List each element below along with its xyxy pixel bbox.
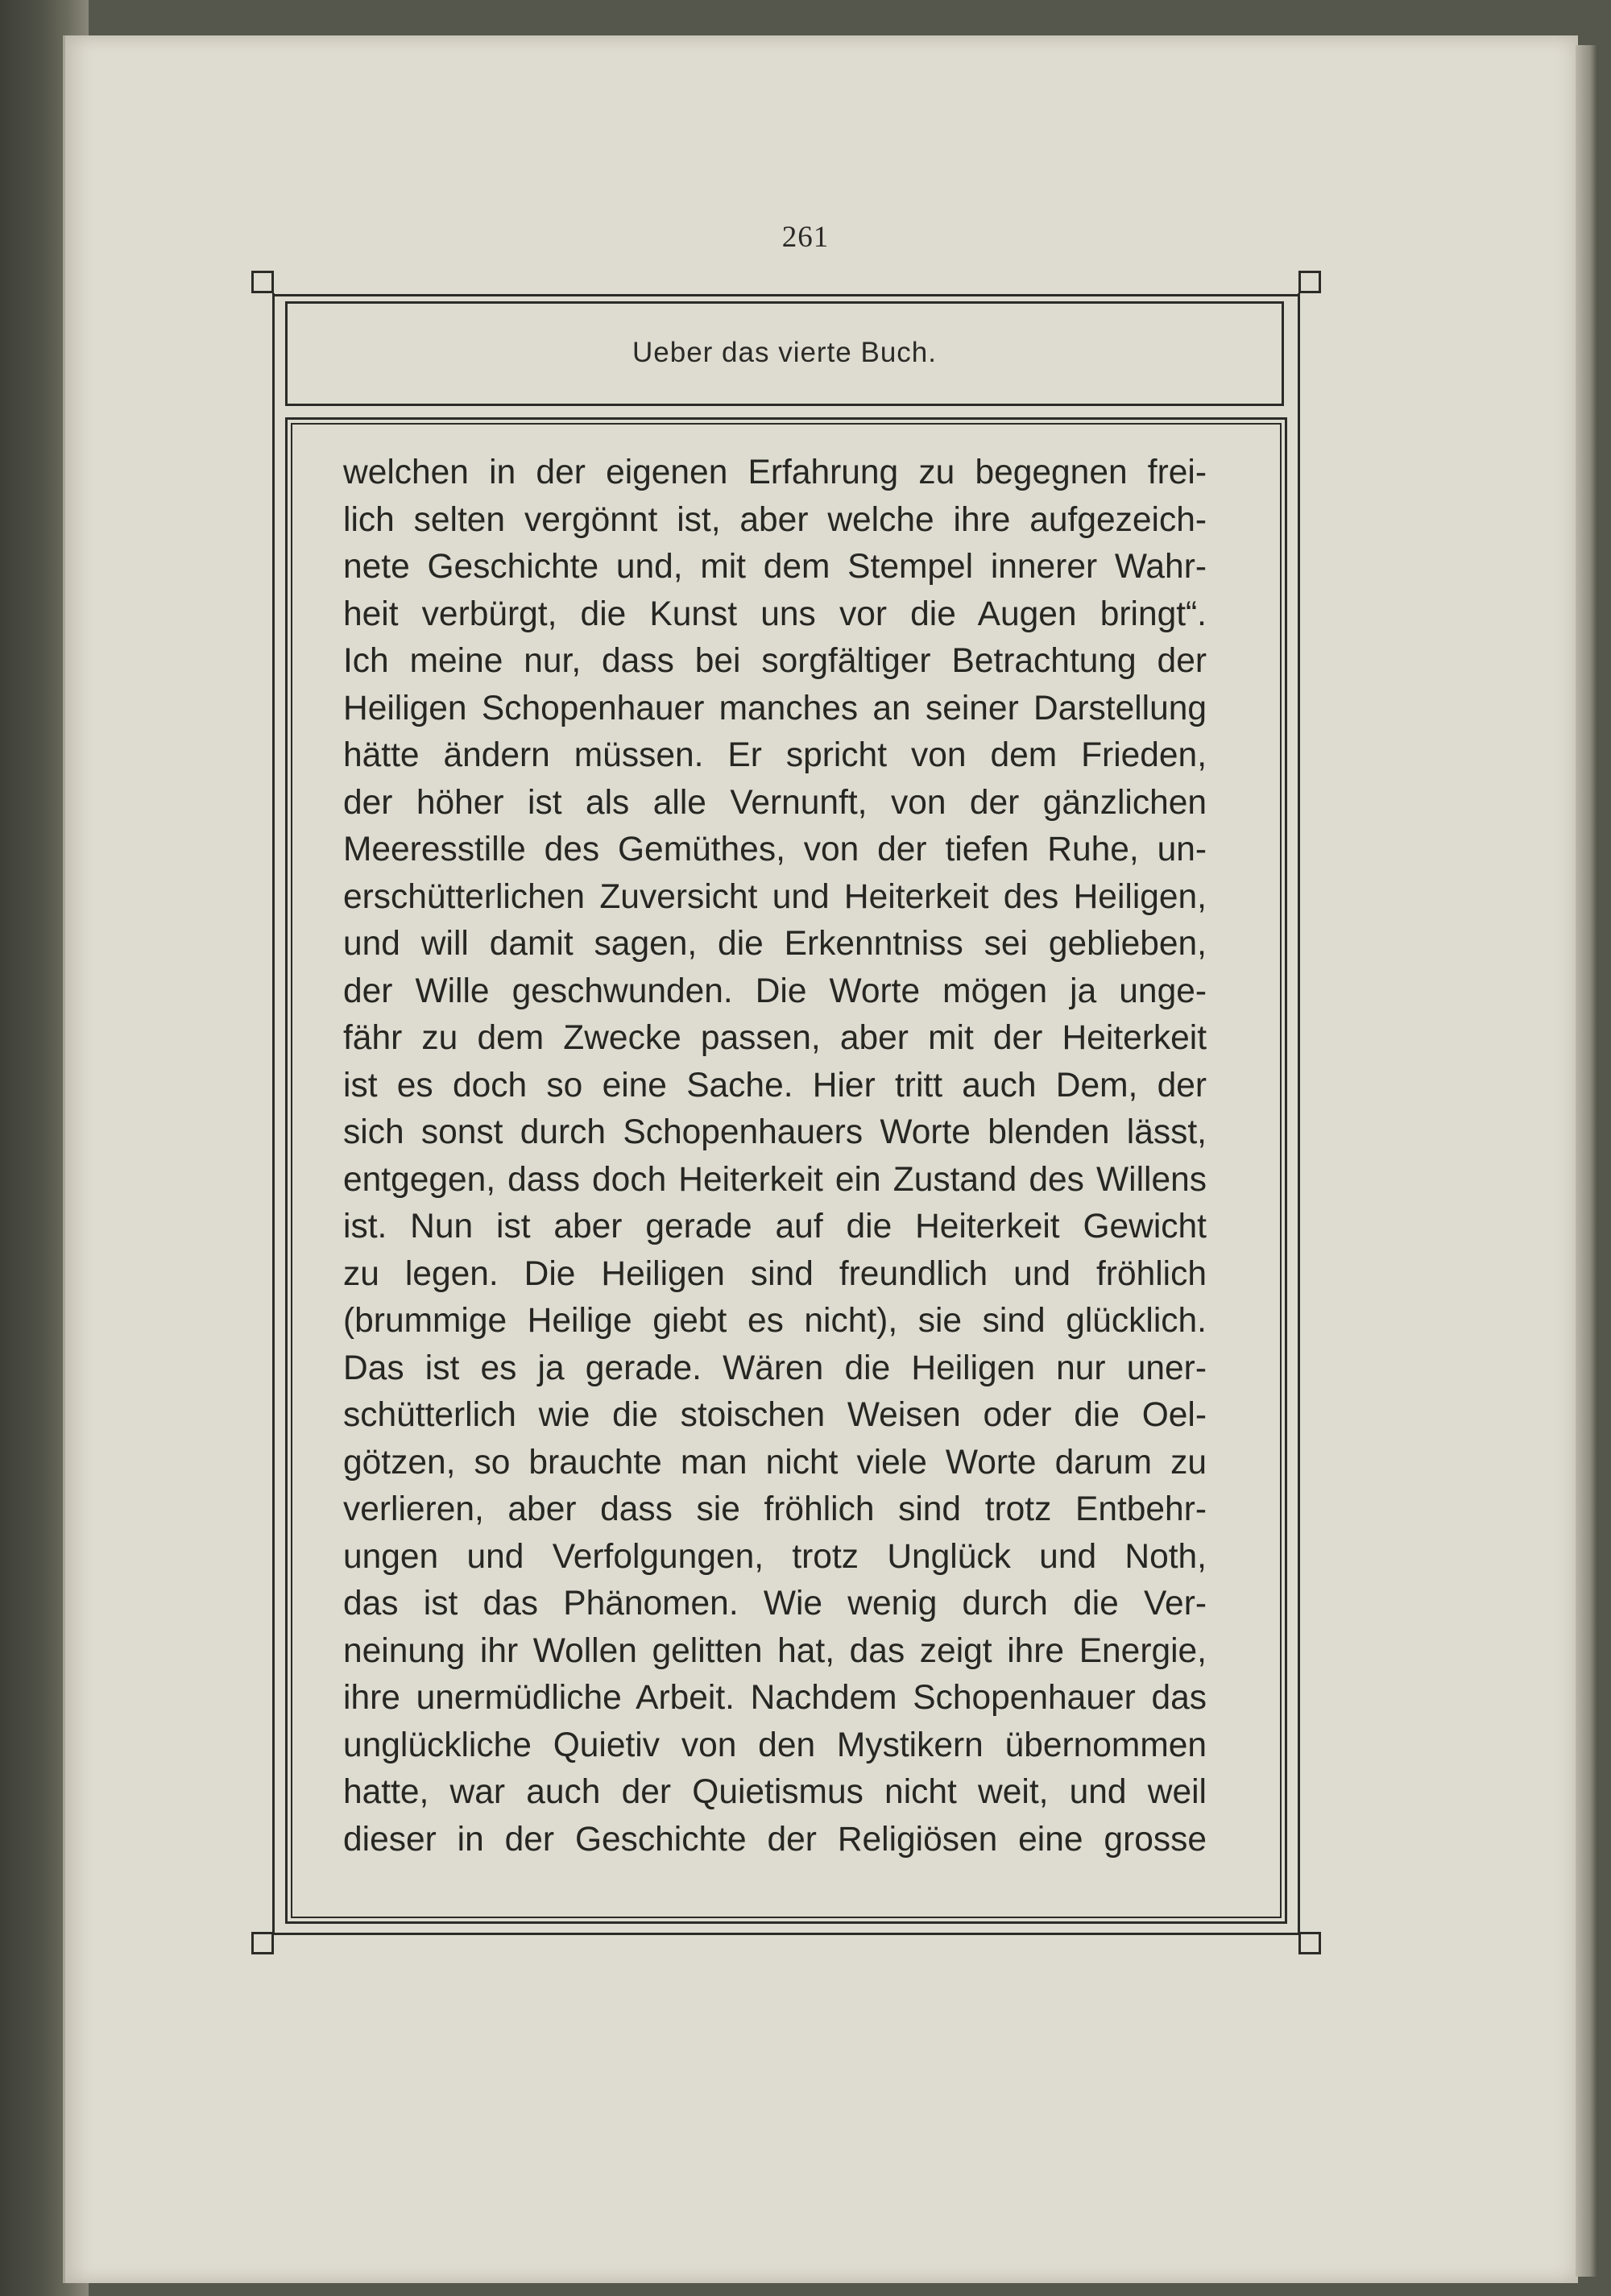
text-line: neinung ihr Wollen gelitten hat, das zeigt ihre Energie, <box>343 1631 1207 1670</box>
page-number: 261 <box>781 221 830 254</box>
text-line: der Wille geschwunden. Die Worte mögen ja unge- <box>343 972 1207 1010</box>
text-line: der höher ist als alle Vernunft, von der gänzlichen <box>343 783 1207 822</box>
body-text <box>343 450 1207 1863</box>
text-line: Heiligen Schopenhauer manches an seiner Darstellung <box>343 689 1207 727</box>
text-line: ist. Nun ist aber gerade auf die Heiterkeit Gewicht <box>343 1208 1207 1245</box>
text-line: entgegen, dass doch Heiterkeit ein Zustand des Willens <box>343 1160 1207 1199</box>
text-line: ist es doch so eine Sache. Hier tritt auch Dem, der <box>343 1066 1207 1104</box>
text-line: lich selten vergönnt ist, aber welche ihre aufgezeich- <box>343 500 1207 539</box>
text-line: zu legen. Die Heiligen sind freundlich und fröhlich <box>343 1254 1207 1293</box>
frame-rule-left <box>272 293 275 1933</box>
text-line: ungen und Verfolgungen, trotz Unglück und Noth, <box>343 1537 1207 1576</box>
text-line: verlieren, aber dass sie fröhlich sind trotz Entbehr- <box>343 1490 1207 1528</box>
frame-corner-bottom-right <box>1298 1932 1321 1954</box>
text-line: fähr zu dem Zwecke passen, aber mit der Heiterkeit <box>343 1019 1207 1057</box>
page-edge <box>1576 45 1597 2277</box>
frame-rule-right <box>1298 293 1300 1933</box>
text-line: götzen, so brauchte man nicht viele Worte darum zu <box>343 1443 1207 1482</box>
text-line: sich sonst durch Schopenhauers Worte blenden lässt, <box>343 1113 1207 1151</box>
frame-corner-bottom-left <box>251 1932 274 1954</box>
frame-corner-top-right <box>1298 271 1321 293</box>
text-line: Ich meine nur, dass bei sorgfältiger Betrachtung der <box>343 642 1207 680</box>
text-line: Meeresstille des Gemüthes, von der tiefen Ruhe, un- <box>343 831 1207 868</box>
text-line: das ist das Phänomen. Wie wenig durch die Ver- <box>343 1585 1207 1623</box>
text-line: schütterlich wie die stoischen Weisen oder die Oel- <box>343 1396 1207 1434</box>
text-line: und will damit sagen, die Erkenntniss sei geblieben, <box>343 925 1207 963</box>
frame-corner-top-left <box>251 271 274 293</box>
text-line: dieser in der Geschichte der Religiösen eine grosse <box>343 1820 1207 1859</box>
text-line: heit verbürgt, die Kunst uns vor die Augen bringt“. <box>343 595 1207 633</box>
text-line: unglückliche Quietiv von den Mystikern übernommen <box>343 1726 1207 1764</box>
text-line: hatte, war auch der Quietismus nicht weit, und weil <box>343 1773 1207 1811</box>
text-line: (brummige Heilige giebt es nicht), sie sind glücklich. <box>343 1302 1207 1340</box>
text-line: ihre unermüdliche Arbeit. Nachdem Schopenhauer das <box>343 1679 1207 1717</box>
frame-rule-bottom <box>274 1933 1298 1935</box>
text-line: hätte ändern müssen. Er spricht von dem Frieden, <box>343 736 1207 774</box>
text-line: welchen in der eigenen Erfahrung zu begegnen frei- <box>343 454 1207 491</box>
running-head: Ueber das vierte Buch. <box>632 337 937 368</box>
text-line: nete Geschichte und, mit dem Stempel innerer Wahr- <box>343 548 1207 586</box>
frame-rule-top <box>274 294 1298 296</box>
text-line: erschütterlichen Zuversicht und Heiterkeit des Heiligen, <box>343 877 1207 916</box>
text-line: Das ist es ja gerade. Wären die Heiligen nur uner- <box>343 1349 1207 1387</box>
